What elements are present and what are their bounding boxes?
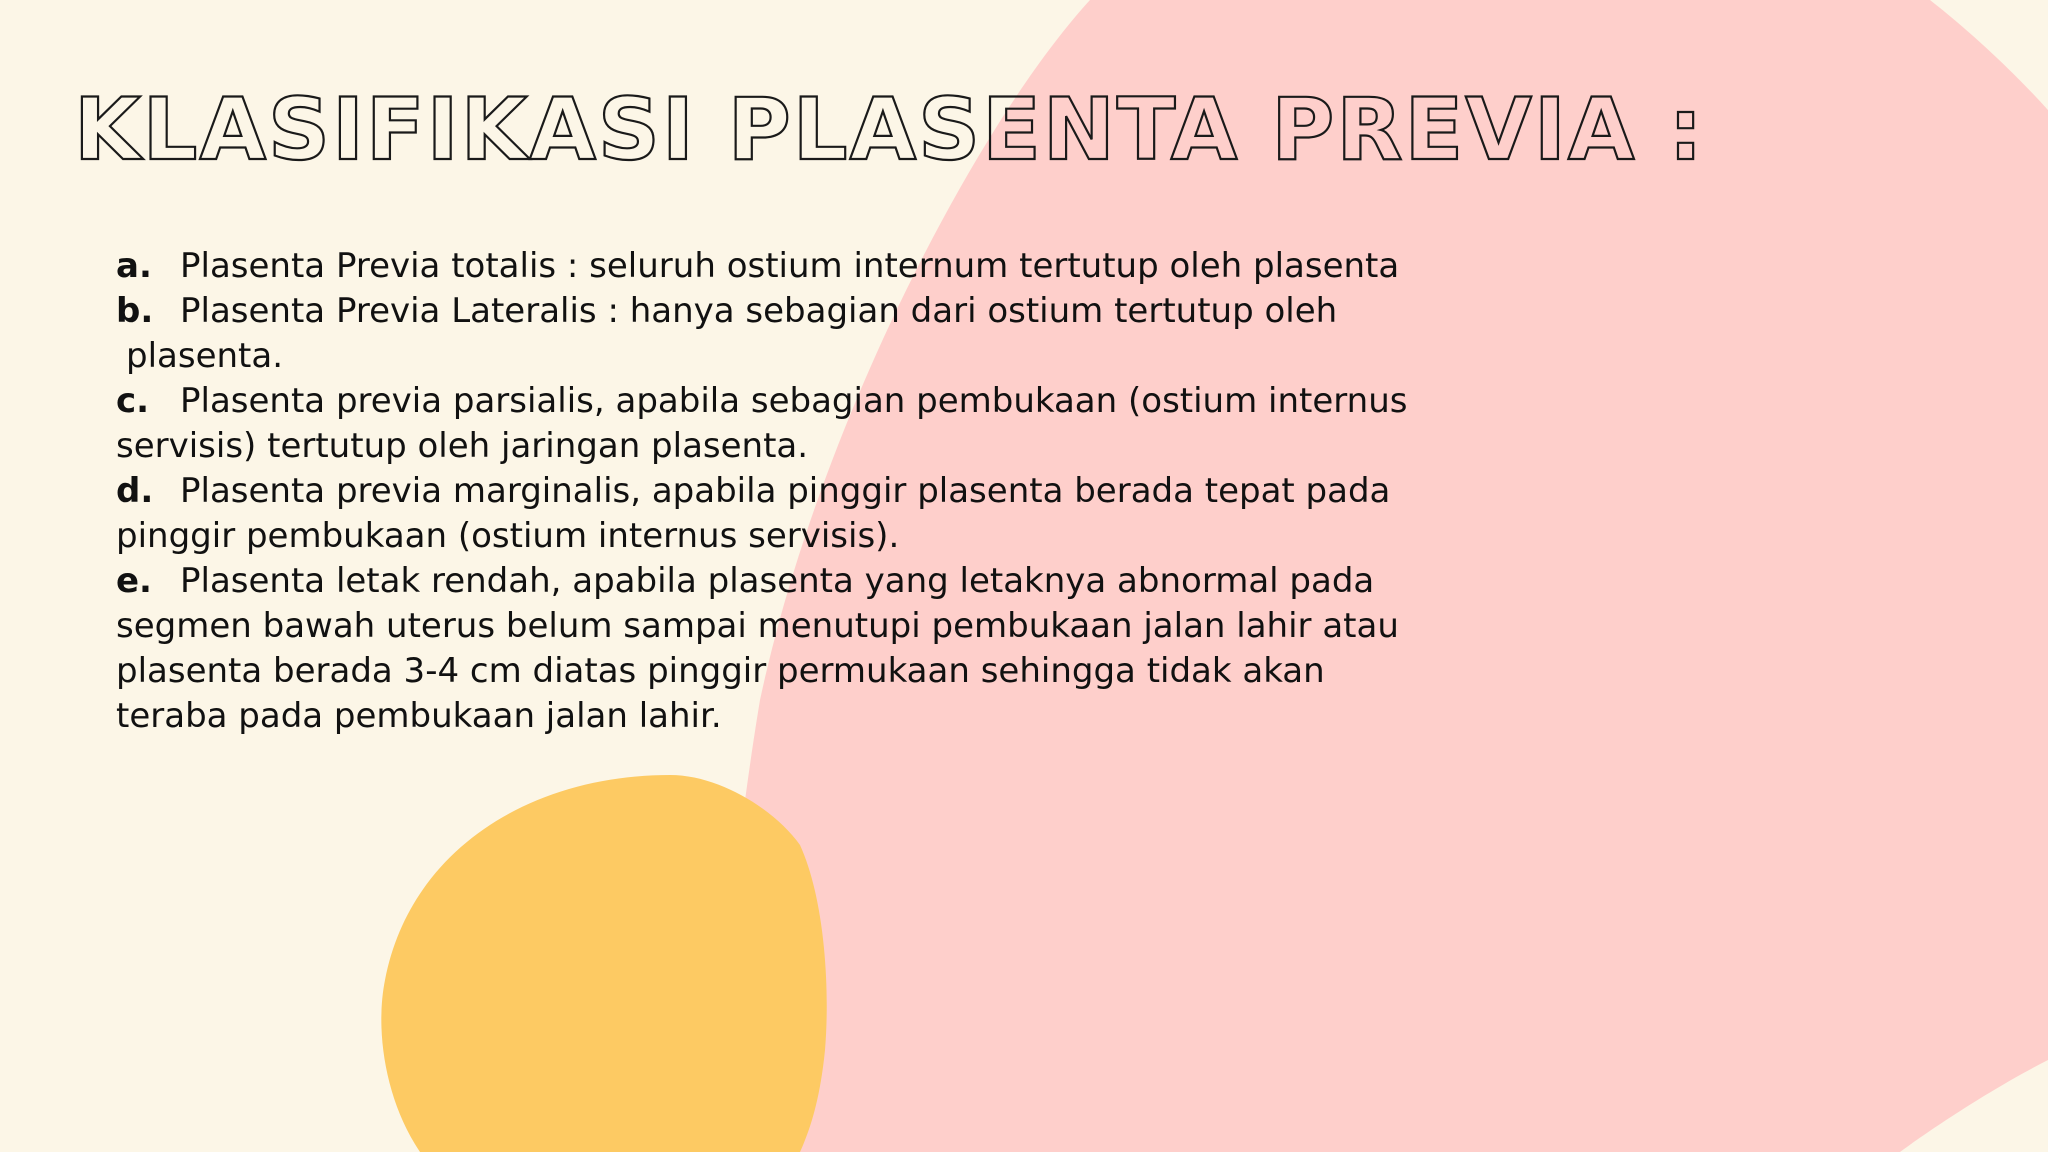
list-item-text: Plasenta previa marginalis, apabila pinggir plasenta berada tepat pada <box>180 471 1391 511</box>
list-item-text: Plasenta previa parsialis, apabila sebagian pembukaan (ostium internus <box>180 381 1408 421</box>
slide-title: KLASIFIKASI PLASENTA PREVIA : <box>74 80 1705 180</box>
classification-list <box>116 244 1516 739</box>
list-item-e-continuation: segmen bawah uterus belum sampai menutupi pembukaan jalan lahir atau <box>116 606 1399 646</box>
list-marker: b. <box>116 291 154 331</box>
list-item-text: Plasenta letak rendah, apabila plasenta yang letaknya abnormal pada <box>180 561 1375 601</box>
list-marker: e. <box>116 561 152 601</box>
list-item-e-continuation: plasenta berada 3-4 cm diatas pinggir permukaan sehingga tidak akan <box>116 651 1325 691</box>
list-item-c-continuation: servisis) tertutup oleh jaringan plasenta. <box>116 426 809 466</box>
list-item-d <box>116 469 1516 514</box>
list-item-e <box>116 559 1516 604</box>
yellow-circle-shape <box>381 775 826 1152</box>
list-item-b <box>116 289 1516 334</box>
list-marker: d. <box>116 471 154 511</box>
list-item-text: Plasenta Previa Lateralis : hanya sebagian dari ostium tertutup oleh <box>180 291 1338 331</box>
list-item-b-continuation: plasenta. <box>126 336 284 376</box>
list-item-text: Plasenta Previa totalis : seluruh ostium internum tertutup oleh plasenta <box>180 246 1400 286</box>
list-item-d-continuation: pinggir pembukaan (ostium internus servisis). <box>116 516 900 556</box>
list-marker: c. <box>116 381 150 421</box>
list-marker: a. <box>116 246 152 286</box>
list-item-a <box>116 244 1516 289</box>
list-item-e-continuation: teraba pada pembukaan jalan lahir. <box>116 696 722 736</box>
list-item-c <box>116 379 1516 424</box>
